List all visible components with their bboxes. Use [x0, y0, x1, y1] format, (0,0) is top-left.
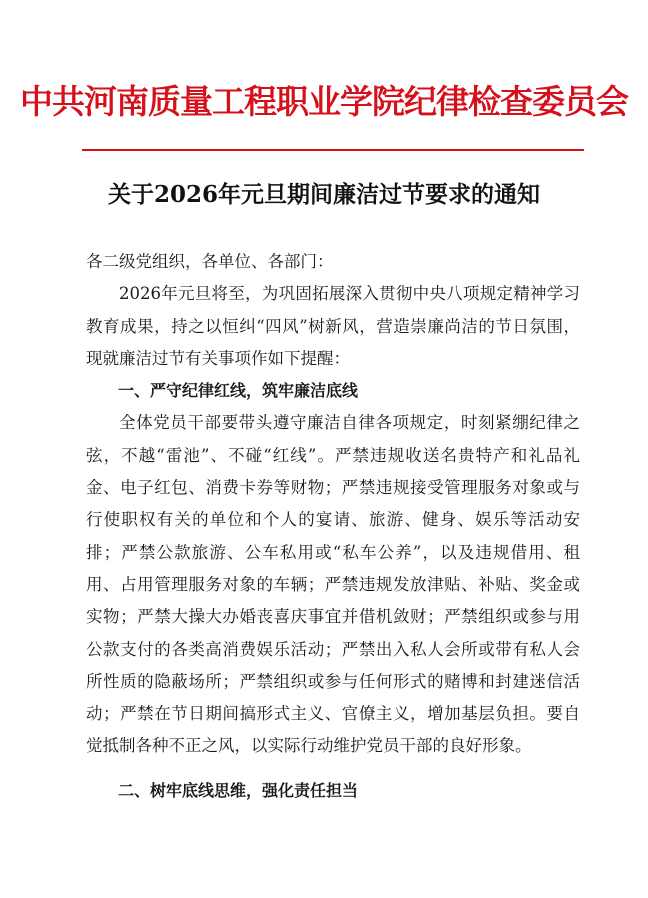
document-body	[86, 246, 580, 807]
salutation: 各二级党组织，各单位、各部门：	[86, 252, 334, 271]
section-1-body: 全体党员干部要带头遵守廉洁自律各项规定，时刻紧绷纪律之弦，不越“雷池”、不碰“红线”。严禁违规收送名贵特产和礼品礼金、电子红包、消费卡券等财物；严禁违规接受管理服务对象或与行使职权有关的单位和个人的宴请、旅游、健身、娱乐等活动安排；严禁公款旅游、公车私用或“私车公养”，以及违规借用、租用、占用管理服务对象的车辆；严禁违规发放津贴、补贴、奖金或实物；严禁大操大办婚丧喜庆事宜并借机敛财；严禁组织或参与用公款支付的各类高消费娱乐活动；严禁出入私人会所或带有私人会所性质的隐蔽场所；严禁组织或参与任何形式的赌博和封建迷信活动；严禁在节日期间搞形式主义、官僚主义，增加基层负担。要自觉抵制各种不正之风，以实际行动维护党员干部的良好形象。	[86, 413, 580, 756]
header-red-rule	[82, 149, 584, 151]
intro-paragraph: 2026年元旦将至，为巩固拓展深入贯彻中央八项规定精神学习教育成果，持之以恒纠“四风”树新风，营造崇廉尚洁的节日氛围，现就廉洁过节有关事项作如下提醒：	[86, 284, 580, 368]
section-2-heading: 二、树牢底线思维，强化责任担当	[118, 780, 359, 800]
document-title: 关于2026年元旦期间廉洁过节要求的通知	[107, 181, 540, 208]
section-1-heading: 一、严守纪律红线，筑牢廉洁底线	[118, 381, 359, 401]
org-header: 中共河南质量工程职业学院纪律检查委员会	[20, 82, 628, 121]
